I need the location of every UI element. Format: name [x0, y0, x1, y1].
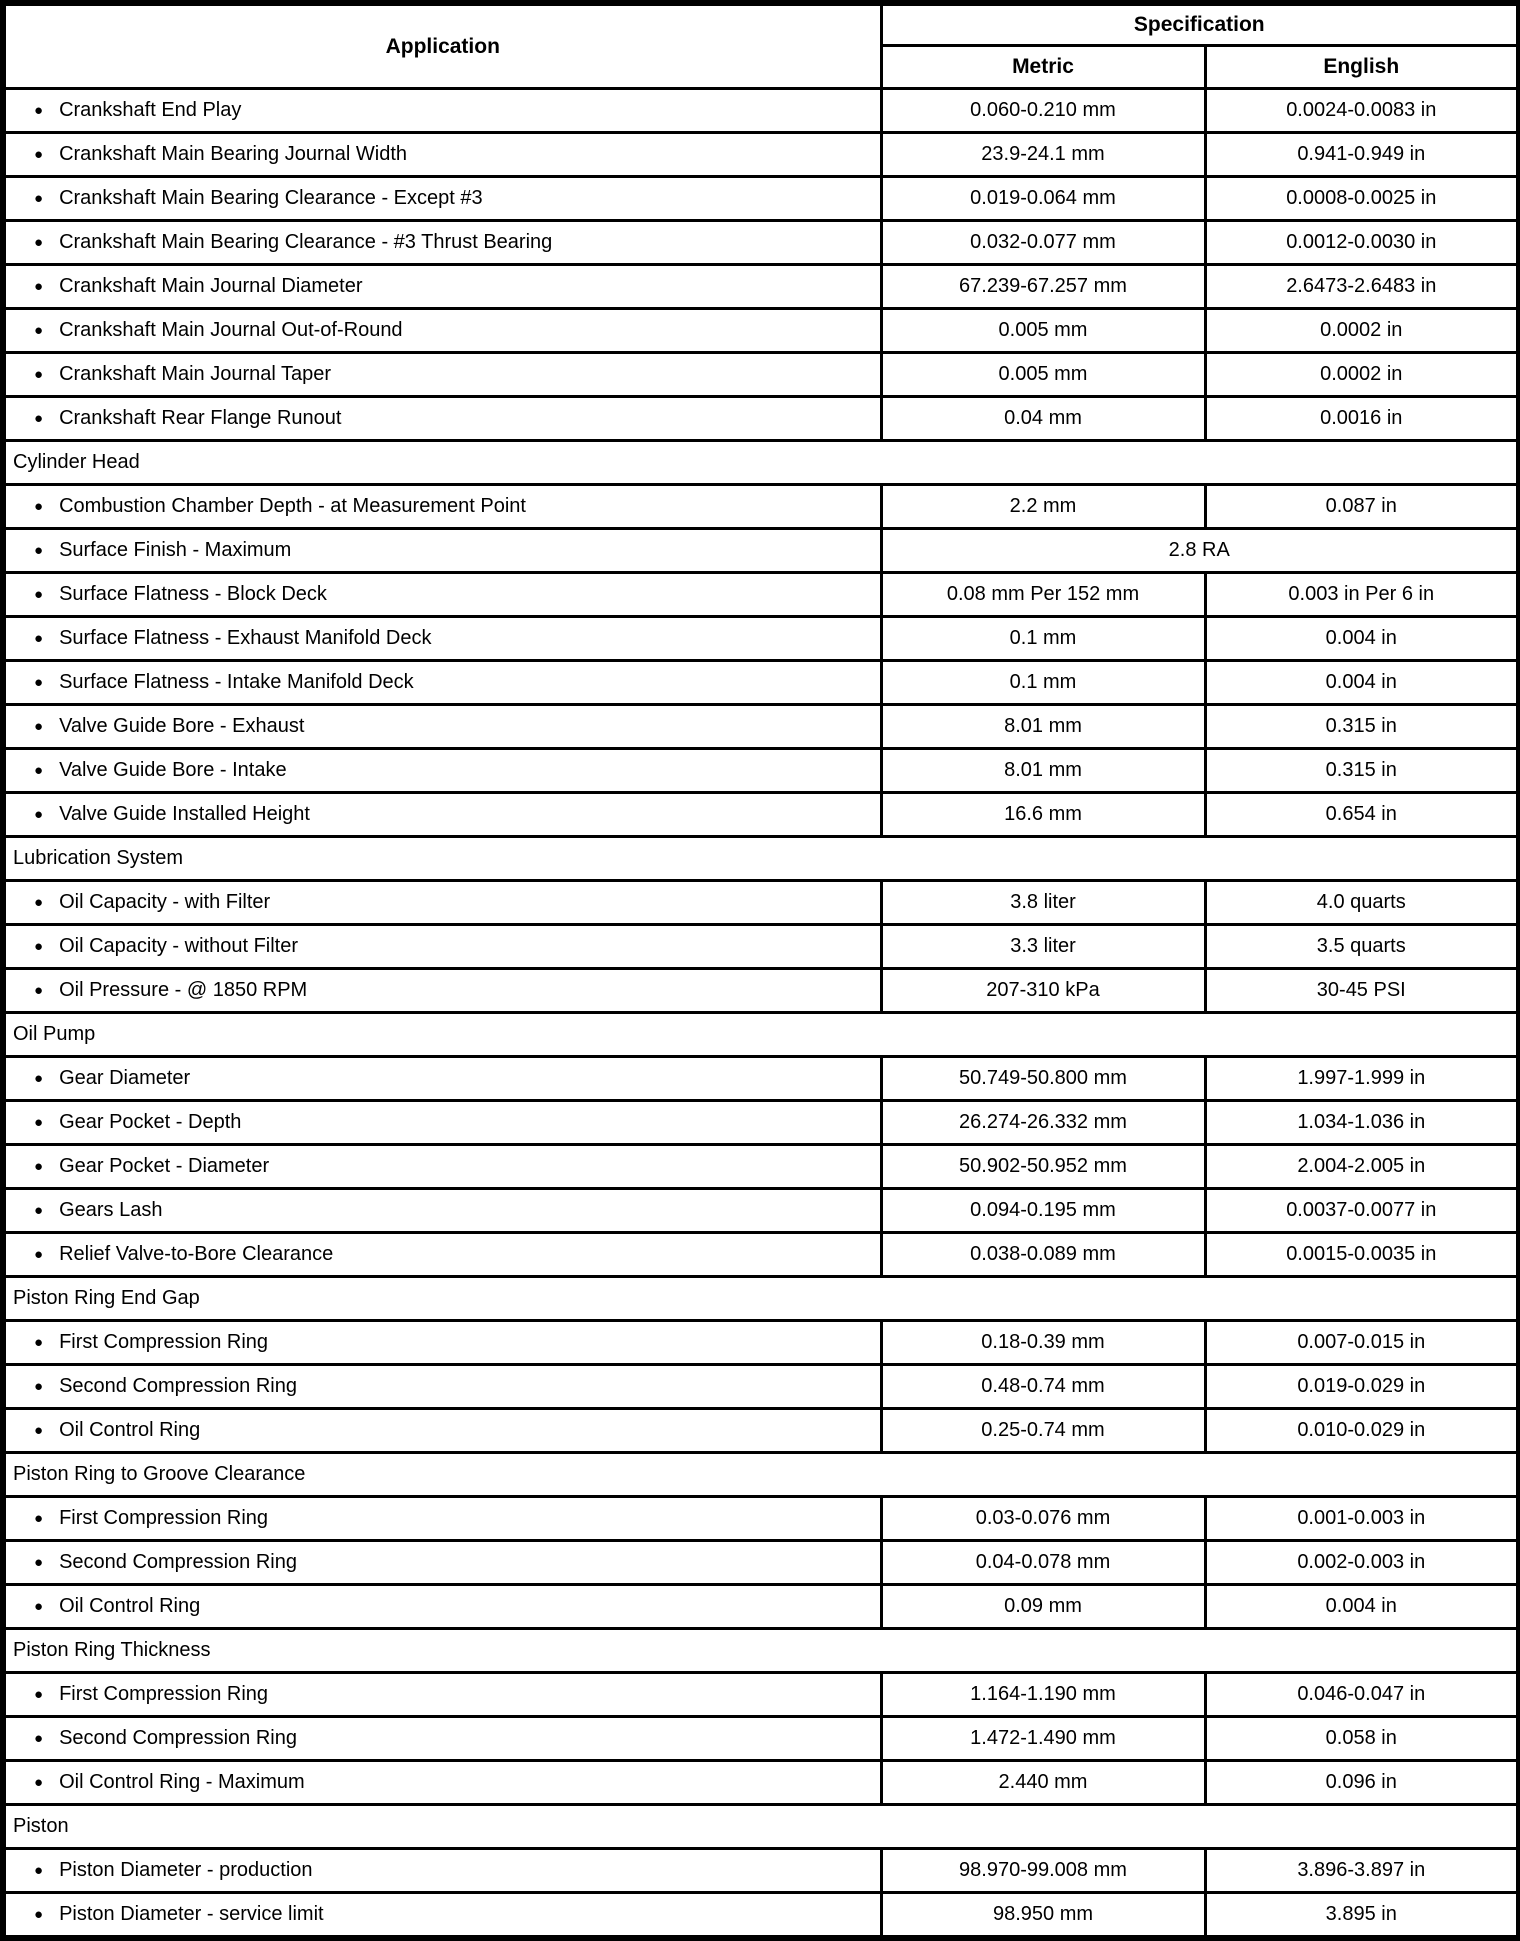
- application-cell: [3, 881, 881, 925]
- application-cell: [3, 177, 881, 221]
- application-cell: [3, 1233, 881, 1277]
- application-cell: [3, 353, 881, 397]
- english-value-cell: 0.654 in: [1205, 793, 1519, 837]
- english-value-cell: 0.0016 in: [1205, 397, 1519, 441]
- application-label: Valve Guide Bore - Exhaust: [59, 715, 305, 737]
- section-header: Piston Ring End Gap: [3, 1277, 1519, 1321]
- metric-value-cell: 0.032-0.077 mm: [881, 221, 1205, 265]
- table-row: [3, 177, 1519, 221]
- english-value-cell: 1.997-1.999 in: [1205, 1057, 1519, 1101]
- bullet-icon: ●: [34, 674, 44, 691]
- metric-value-cell: 0.25-0.74 mm: [881, 1409, 1205, 1453]
- metric-value-cell: 8.01 mm: [881, 749, 1205, 793]
- application-cell: [3, 1189, 881, 1233]
- application-cell: [3, 661, 881, 705]
- english-value-cell: 3.895 in: [1205, 1893, 1519, 1939]
- table-row: [3, 573, 1519, 617]
- metric-value-cell: 8.01 mm: [881, 705, 1205, 749]
- english-value-cell: 1.034-1.036 in: [1205, 1101, 1519, 1145]
- application-label: Surface Finish - Maximum: [59, 539, 292, 561]
- metric-value-cell: 1.164-1.190 mm: [881, 1673, 1205, 1717]
- application-label: First Compression Ring: [59, 1683, 269, 1705]
- metric-column-header: Metric: [881, 46, 1205, 89]
- specification-column-header: Specification: [881, 3, 1519, 46]
- application-label: First Compression Ring: [59, 1507, 269, 1529]
- english-value-cell: 2.004-2.005 in: [1205, 1145, 1519, 1189]
- table-row: [3, 617, 1519, 661]
- english-value-cell: 0.0037-0.0077 in: [1205, 1189, 1519, 1233]
- section-row: [3, 1277, 1519, 1321]
- bullet-icon: ●: [34, 190, 44, 207]
- application-label: Crankshaft Rear Flange Runout: [59, 407, 342, 429]
- english-value-cell: 4.0 quarts: [1205, 881, 1519, 925]
- application-cell: [3, 1541, 881, 1585]
- application-label: Crankshaft Main Bearing Clearance - Except #3: [59, 187, 483, 209]
- application-cell: [3, 1761, 881, 1805]
- bullet-icon: ●: [34, 1730, 44, 1747]
- metric-value-cell: 0.019-0.064 mm: [881, 177, 1205, 221]
- application-cell: [3, 705, 881, 749]
- english-value-cell: 0.0002 in: [1205, 353, 1519, 397]
- table-row: [3, 1673, 1519, 1717]
- section-row: [3, 837, 1519, 881]
- bullet-icon: ●: [34, 1906, 44, 1923]
- table-row: [3, 1145, 1519, 1189]
- table-row: [3, 1365, 1519, 1409]
- application-cell: [3, 1585, 881, 1629]
- english-value-cell: 0.007-0.015 in: [1205, 1321, 1519, 1365]
- application-cell: [3, 133, 881, 177]
- application-cell: [3, 1849, 881, 1893]
- english-value-cell: 3.896-3.897 in: [1205, 1849, 1519, 1893]
- application-cell: [3, 1717, 881, 1761]
- application-label: Valve Guide Installed Height: [59, 803, 310, 825]
- application-label: Oil Control Ring: [59, 1595, 201, 1617]
- application-label: Crankshaft Main Bearing Clearance - #3 Thrust Bearing: [59, 231, 553, 253]
- metric-value-cell: 207-310 kPa: [881, 969, 1205, 1013]
- section-row: [3, 1629, 1519, 1673]
- table-row: [3, 309, 1519, 353]
- bullet-icon: ●: [34, 366, 44, 383]
- table-row: [3, 793, 1519, 837]
- table-row: [3, 1189, 1519, 1233]
- section-header: Piston: [3, 1805, 1519, 1849]
- bullet-icon: ●: [34, 1686, 44, 1703]
- metric-value-cell: 98.950 mm: [881, 1893, 1205, 1939]
- application-label: Crankshaft Main Journal Diameter: [59, 275, 363, 297]
- bullet-icon: ●: [34, 938, 44, 955]
- bullet-icon: ●: [34, 498, 44, 515]
- table-row: [3, 749, 1519, 793]
- metric-value-cell: 0.060-0.210 mm: [881, 89, 1205, 133]
- metric-value-cell: 50.902-50.952 mm: [881, 1145, 1205, 1189]
- application-label: Crankshaft Main Journal Taper: [59, 363, 332, 385]
- english-value-cell: 0.004 in: [1205, 1585, 1519, 1629]
- header-row-specification: [3, 3, 1519, 46]
- english-value-cell: 0.004 in: [1205, 617, 1519, 661]
- application-cell: [3, 1673, 881, 1717]
- bullet-icon: ●: [34, 586, 44, 603]
- table-row: [3, 1497, 1519, 1541]
- bullet-icon: ●: [34, 894, 44, 911]
- english-value-cell: 0.087 in: [1205, 485, 1519, 529]
- table-row: [3, 925, 1519, 969]
- application-cell: [3, 221, 881, 265]
- metric-value-cell: 0.1 mm: [881, 617, 1205, 661]
- application-label: Oil Capacity - with Filter: [59, 891, 271, 913]
- application-label: Surface Flatness - Block Deck: [59, 583, 327, 605]
- application-label: Second Compression Ring: [59, 1375, 297, 1397]
- bullet-icon: ●: [34, 806, 44, 823]
- english-column-header: English: [1205, 46, 1519, 89]
- section-row: [3, 441, 1519, 485]
- english-value-cell: 0.315 in: [1205, 749, 1519, 793]
- application-label: Piston Diameter - production: [59, 1859, 313, 1881]
- table-row: [3, 397, 1519, 441]
- table-row: [3, 1849, 1519, 1893]
- table-row: [3, 1101, 1519, 1145]
- english-value-cell: 0.002-0.003 in: [1205, 1541, 1519, 1585]
- metric-value-cell: 3.8 liter: [881, 881, 1205, 925]
- table-row: [3, 133, 1519, 177]
- english-value-cell: 0.003 in Per 6 in: [1205, 573, 1519, 617]
- section-header: Lubrication System: [3, 837, 1519, 881]
- metric-value-cell: 50.749-50.800 mm: [881, 1057, 1205, 1101]
- application-label: Surface Flatness - Exhaust Manifold Deck: [59, 627, 432, 649]
- bullet-icon: ●: [34, 322, 44, 339]
- bullet-icon: ●: [34, 102, 44, 119]
- application-cell: [3, 309, 881, 353]
- application-cell: [3, 969, 881, 1013]
- bullet-icon: ●: [34, 1510, 44, 1527]
- table-row: [3, 265, 1519, 309]
- english-value-cell: 0.019-0.029 in: [1205, 1365, 1519, 1409]
- bullet-icon: ●: [34, 542, 44, 559]
- bullet-icon: ●: [34, 630, 44, 647]
- table-row: [3, 221, 1519, 265]
- application-cell: [3, 89, 881, 133]
- english-value-cell: 0.0012-0.0030 in: [1205, 221, 1519, 265]
- application-column-header: Application: [3, 3, 881, 89]
- metric-value-cell: 0.038-0.089 mm: [881, 1233, 1205, 1277]
- metric-value-cell: 0.09 mm: [881, 1585, 1205, 1629]
- bullet-icon: ●: [34, 1070, 44, 1087]
- table-row: [3, 89, 1519, 133]
- metric-value-cell: 0.005 mm: [881, 353, 1205, 397]
- application-cell: [3, 485, 881, 529]
- bullet-icon: ●: [34, 234, 44, 251]
- section-row: [3, 1453, 1519, 1497]
- application-label: Oil Pressure - @ 1850 RPM: [59, 979, 308, 1001]
- application-label: Surface Flatness - Intake Manifold Deck: [59, 671, 414, 693]
- table-row: [3, 529, 1519, 573]
- metric-value-cell: 2.2 mm: [881, 485, 1205, 529]
- application-cell: [3, 1497, 881, 1541]
- english-value-cell: 0.0008-0.0025 in: [1205, 177, 1519, 221]
- table-row: [3, 353, 1519, 397]
- section-header: Piston Ring Thickness: [3, 1629, 1519, 1673]
- section-row: [3, 1013, 1519, 1057]
- application-cell: [3, 1365, 881, 1409]
- application-cell: [3, 749, 881, 793]
- bullet-icon: ●: [34, 1378, 44, 1395]
- bullet-icon: ●: [34, 410, 44, 427]
- section-header: Cylinder Head: [3, 441, 1519, 485]
- bullet-icon: ●: [34, 1158, 44, 1175]
- application-cell: [3, 1057, 881, 1101]
- english-value-cell: 0.941-0.949 in: [1205, 133, 1519, 177]
- metric-value-cell: 0.48-0.74 mm: [881, 1365, 1205, 1409]
- english-value-cell: 0.315 in: [1205, 705, 1519, 749]
- table-row: [3, 1409, 1519, 1453]
- application-label: Oil Control Ring - Maximum: [59, 1771, 305, 1793]
- english-value-cell: 0.001-0.003 in: [1205, 1497, 1519, 1541]
- metric-value-cell: 0.03-0.076 mm: [881, 1497, 1205, 1541]
- application-label: Valve Guide Bore - Intake: [59, 759, 287, 781]
- application-cell: [3, 1145, 881, 1189]
- application-label: Combustion Chamber Depth - at Measurement Point: [59, 495, 526, 517]
- metric-value-cell: 2.440 mm: [881, 1761, 1205, 1805]
- english-value-cell: 0.058 in: [1205, 1717, 1519, 1761]
- application-label: Crankshaft End Play: [59, 99, 242, 121]
- application-cell: [3, 793, 881, 837]
- section-header: Piston Ring to Groove Clearance: [3, 1453, 1519, 1497]
- english-value-cell: 0.0024-0.0083 in: [1205, 89, 1519, 133]
- metric-value-cell: 0.005 mm: [881, 309, 1205, 353]
- application-label: Oil Capacity - without Filter: [59, 935, 299, 957]
- english-value-cell: 30-45 PSI: [1205, 969, 1519, 1013]
- table-row: [3, 1321, 1519, 1365]
- metric-value-cell: 0.04 mm: [881, 397, 1205, 441]
- english-value-cell: 0.010-0.029 in: [1205, 1409, 1519, 1453]
- bullet-icon: ●: [34, 1554, 44, 1571]
- table-row: [3, 1057, 1519, 1101]
- merged-value-cell: 2.8 RA: [881, 529, 1519, 573]
- application-cell: [3, 1321, 881, 1365]
- application-label: Relief Valve-to-Bore Clearance: [59, 1243, 334, 1265]
- application-label: Oil Control Ring: [59, 1419, 201, 1441]
- metric-value-cell: 0.1 mm: [881, 661, 1205, 705]
- metric-value-cell: 0.18-0.39 mm: [881, 1321, 1205, 1365]
- bullet-icon: ●: [34, 1862, 44, 1879]
- bullet-icon: ●: [34, 278, 44, 295]
- english-value-cell: 2.6473-2.6483 in: [1205, 265, 1519, 309]
- application-cell: [3, 1893, 881, 1939]
- bullet-icon: ●: [34, 762, 44, 779]
- english-value-cell: 0.0002 in: [1205, 309, 1519, 353]
- english-value-cell: 3.5 quarts: [1205, 925, 1519, 969]
- application-cell: [3, 1409, 881, 1453]
- table-row: [3, 1541, 1519, 1585]
- application-cell: [3, 573, 881, 617]
- bullet-icon: ●: [34, 718, 44, 735]
- application-cell: [3, 529, 881, 573]
- application-cell: [3, 925, 881, 969]
- metric-value-cell: 26.274-26.332 mm: [881, 1101, 1205, 1145]
- table-row: [3, 1233, 1519, 1277]
- application-cell: [3, 397, 881, 441]
- table-row: [3, 881, 1519, 925]
- table-row: [3, 969, 1519, 1013]
- application-label: Piston Diameter - service limit: [59, 1903, 324, 1925]
- metric-value-cell: 67.239-67.257 mm: [881, 265, 1205, 309]
- table-row: [3, 1761, 1519, 1805]
- metric-value-cell: 23.9-24.1 mm: [881, 133, 1205, 177]
- english-value-cell: 0.096 in: [1205, 1761, 1519, 1805]
- bullet-icon: ●: [34, 1598, 44, 1615]
- application-label: Gear Diameter: [59, 1067, 191, 1089]
- table-row: [3, 1893, 1519, 1939]
- section-header: Oil Pump: [3, 1013, 1519, 1057]
- bullet-icon: ●: [34, 1246, 44, 1263]
- bullet-icon: ●: [34, 1422, 44, 1439]
- spec-table-body: [3, 89, 1519, 1939]
- application-cell: [3, 1101, 881, 1145]
- english-value-cell: 0.0015-0.0035 in: [1205, 1233, 1519, 1277]
- table-row: [3, 1717, 1519, 1761]
- application-cell: [3, 617, 881, 661]
- bullet-icon: ●: [34, 1334, 44, 1351]
- english-value-cell: 0.004 in: [1205, 661, 1519, 705]
- metric-value-cell: 0.04-0.078 mm: [881, 1541, 1205, 1585]
- table-row: [3, 1585, 1519, 1629]
- application-label: Crankshaft Main Bearing Journal Width: [59, 143, 408, 165]
- metric-value-cell: 1.472-1.490 mm: [881, 1717, 1205, 1761]
- application-label: Crankshaft Main Journal Out-of-Round: [59, 319, 403, 341]
- metric-value-cell: 98.970-99.008 mm: [881, 1849, 1205, 1893]
- metric-value-cell: 3.3 liter: [881, 925, 1205, 969]
- application-label: Second Compression Ring: [59, 1727, 297, 1749]
- table-header: [3, 3, 1519, 89]
- application-label: Second Compression Ring: [59, 1551, 297, 1573]
- table-row: [3, 661, 1519, 705]
- table-row: [3, 485, 1519, 529]
- metric-value-cell: 0.08 mm Per 152 mm: [881, 573, 1205, 617]
- metric-value-cell: 0.094-0.195 mm: [881, 1189, 1205, 1233]
- section-row: [3, 1805, 1519, 1849]
- english-value-cell: 0.046-0.047 in: [1205, 1673, 1519, 1717]
- application-cell: [3, 265, 881, 309]
- application-label: Gear Pocket - Diameter: [59, 1155, 270, 1177]
- application-label: First Compression Ring: [59, 1331, 269, 1353]
- bullet-icon: ●: [34, 982, 44, 999]
- bullet-icon: ●: [34, 146, 44, 163]
- bullet-icon: ●: [34, 1202, 44, 1219]
- metric-value-cell: 16.6 mm: [881, 793, 1205, 837]
- bullet-icon: ●: [34, 1114, 44, 1131]
- table-row: [3, 705, 1519, 749]
- application-label: Gear Pocket - Depth: [59, 1111, 242, 1133]
- application-label: Gears Lash: [59, 1199, 163, 1221]
- bullet-icon: ●: [34, 1774, 44, 1791]
